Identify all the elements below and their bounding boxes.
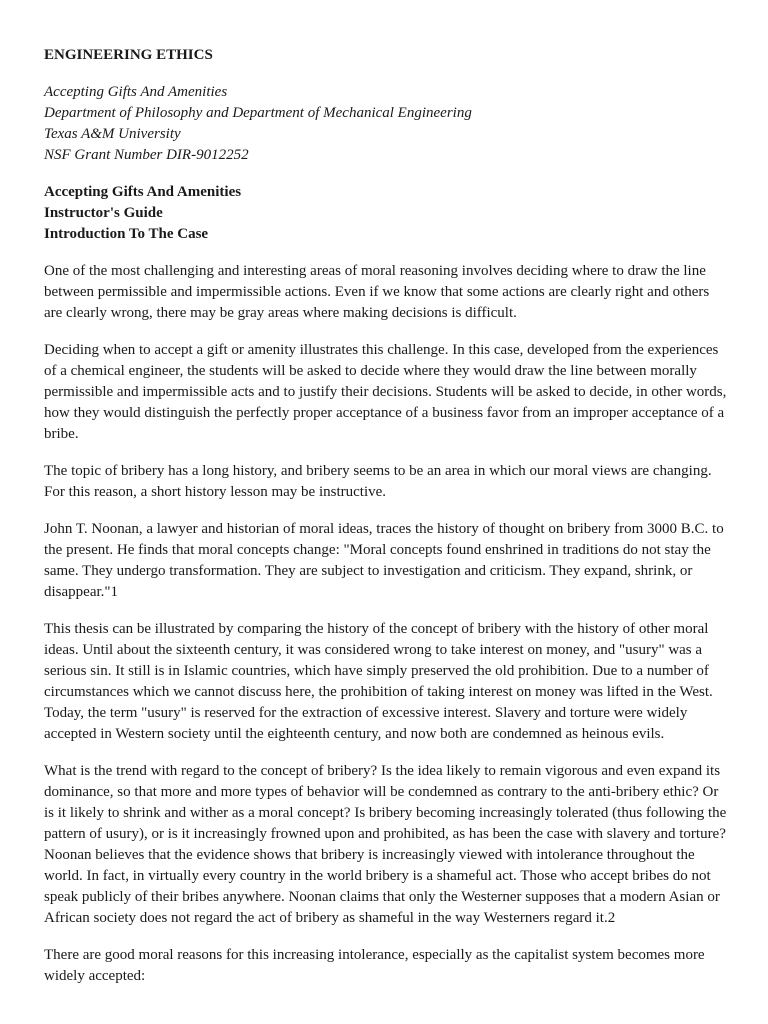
- paragraph: What is the trend with regard to the concept of bribery? Is the idea likely to remain vigorous and even expand its dominance, so that more and more types of behavior will be condemned as contrary to the anti-bribery ethic? Or is it likely to shrink and wither as a moral concept? Is bribery becoming increasingly tolerated (thus following the pattern of usury), or is it increasingly frowned upon and prohibited, as has been the case with slavery and torture? Noonan believes that the evidence shows that bribery is increasingly viewed with intolerance throughout the world. In fact, in virtually every country in the world bribery is a shameful act. Those who accept bribes do not speak publicly of their bribes anywhere. Noonan claims that only the Westerner supposes that a modern Asian or African society does not regard the act of bribery as shameful in the way Westerners regard it.2: [44, 763, 727, 926]
- document-title: ENGINEERING ETHICS: [44, 47, 213, 63]
- paragraph: Deciding when to accept a gift or amenity illustrates this challenge. In this case, developed from the experiences of a chemical engineer, the students will be asked to decide where they would draw the line between morally permissible and impermissible acts and to justify their decisions. Students will be asked to decide, in other words, how they would distinguish the perfectly proper acceptance of a business favor from an improper acceptance of a bribe.: [44, 342, 727, 442]
- meta-case-title: Accepting Gifts And Amenities: [44, 84, 228, 100]
- paragraph: One of the most challenging and interesting areas of moral reasoning involves deciding where to draw the line between permissible and impermissible actions. Even if we know that some actions are clearly right and others are clearly wrong, there may be gray areas where making decisions is difficult.: [44, 263, 710, 321]
- document-meta: [44, 82, 728, 166]
- heading-case-title: Accepting Gifts And Amenities: [44, 184, 242, 200]
- paragraph: There are good moral reasons for this increasing intolerance, especially as the capitalist system becomes more widely accepted:: [44, 947, 705, 984]
- paragraph: The topic of bribery has a long history, and bribery seems to be an area in which our moral views are changing. For this reason, a short history lesson may be instructive.: [44, 463, 712, 500]
- section-headings: [44, 182, 728, 245]
- paragraph: This thesis can be illustrated by comparing the history of the concept of bribery with the history of other moral ideas. Until about the sixteenth century, it was considered wrong to take interest on money, and "usury" was a serious sin. It still is in Islamic countries, which have simply preserved the old prohibition. Due to a number of circumstances which we cannot discuss here, the prohibition of taking interest on money was lifted in the West. Today, the term "usury" is reserved for the extraction of excessive interest. Slavery and torture were widely accepted in Western society until the eighteenth century, and now both are condemned as heinous evils.: [44, 621, 713, 742]
- paragraph: John T. Noonan, a lawyer and historian of moral ideas, traces the history of thought on bribery from 3000 B.C. to the present. He finds that moral concepts change: "Moral concepts found enshrined in traditions do not stay the same. They undergo transformation. They are subject to investigation and criticism. They expand, shrink, or disappear."1: [44, 521, 724, 600]
- heading-introduction: Introduction To The Case: [44, 226, 209, 242]
- meta-grant-number: NSF Grant Number DIR-9012252: [44, 147, 249, 163]
- heading-instructors-guide: Instructor's Guide: [44, 205, 163, 221]
- meta-university: Texas A&M University: [44, 126, 181, 142]
- meta-department: Department of Philosophy and Department of Mechanical Engineering: [44, 105, 472, 121]
